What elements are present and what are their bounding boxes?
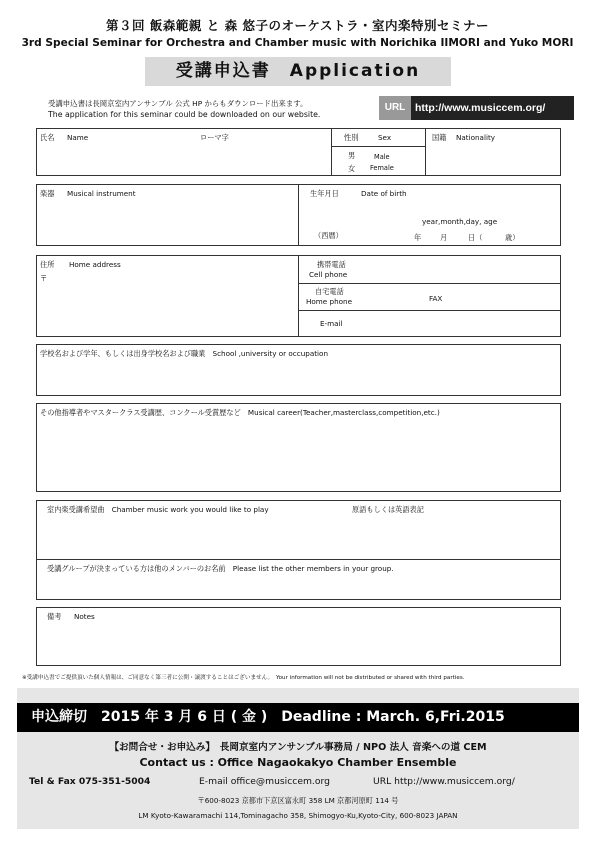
chamber-work-field[interactable]	[37, 518, 560, 558]
original-title-label: 原語もしくは英語表記	[352, 505, 424, 514]
title-english: 3rd Special Seminar for Orchestra and Chamber music with Norichika IIMORI and Yuko MORI	[21, 37, 574, 49]
male-jp: 男	[348, 151, 356, 160]
url-label: URL	[379, 96, 411, 120]
group-members-label: 受講グループが決まっている方は他のメンバーのお名前 Please list the other members in your group.	[47, 564, 394, 573]
romaji-label: ローマ字	[200, 133, 229, 142]
name-label-en: Name	[67, 133, 89, 142]
address-label-jp: 住所	[40, 260, 55, 269]
cell-label-jp: 携帯電話	[317, 260, 346, 269]
email-label: E-mail	[320, 319, 343, 328]
tel-fax: Tel & Fax 075-351-5004	[29, 776, 151, 787]
school-label: 学校名および学年、もしくは出身学校名および職業 School ,university or occupation	[40, 349, 328, 358]
chamber-work-label: 室内楽受講希望曲 Chamber music work you would like to play	[47, 505, 269, 514]
address-label-en: Home address	[69, 260, 121, 269]
notes-label-en: Notes	[74, 612, 95, 621]
birth-age: 歳）	[505, 233, 520, 242]
address-jp: 〒600-8023 京都市下京区富永町 358 LM 京都河原町 114 号	[197, 796, 399, 805]
male-option[interactable]: Male	[374, 153, 390, 161]
contact-jp: 【お問合せ・お申込み】 長岡京室内アンサンブル事務局 / NPO 法人 音楽への道 CEM	[109, 742, 487, 753]
cell-phone-field[interactable]	[300, 256, 560, 282]
sex-label-en: Sex	[378, 133, 392, 142]
home-phone-label-jp: 自宅電話	[315, 287, 344, 296]
instrument-label-jp: 楽器	[40, 189, 55, 198]
privacy-note: ※受講申込書でご提供頂いた個人情報は、ご同意なく第三者に公開・譲渡することはございません。 Your information will not be distributed or shared with third parties.	[22, 675, 465, 681]
contact-en: Contact us : Office Nagaokakyo Chamber Ensemble	[139, 756, 457, 769]
birth-day: 日（	[468, 233, 483, 242]
female-jp: 女	[348, 164, 356, 173]
name-label-jp: 氏名	[40, 133, 55, 142]
home-phone-field[interactable]	[300, 284, 560, 309]
career-label: その他指導者やマスタークラス受講歴、コンクール受賞歴など Musical career(Teacher,masterclass,competition,etc.)	[40, 408, 440, 417]
birth-label-en: Date of birth	[361, 189, 407, 198]
title-japanese: 第３回 飯森範親 と 森 悠子のオーケストラ・室内楽特別セミナー	[106, 18, 489, 33]
address-en: LM Kyoto-Kawaramachi 114,Tominagacho 358, Shimogyo-Ku,Kyoto-City, 600-8023 JAPAN	[138, 811, 458, 820]
footer-panel	[17, 688, 579, 829]
birth-year: 年	[414, 233, 422, 242]
group-members-field[interactable]	[37, 577, 560, 599]
home-phone-label-en: Home phone	[306, 297, 353, 306]
notes-field[interactable]	[37, 625, 560, 665]
contact-url[interactable]: URL http://www.musiccem.org/	[373, 776, 515, 787]
name-field[interactable]	[37, 128, 330, 175]
cell-label-en: Cell phone	[309, 270, 348, 279]
birth-month: 月	[440, 233, 448, 242]
download-notice-jp: 受講申込書は長岡京室内アンサンブル 公式 HP からもダウンロード出来ます。	[48, 99, 308, 108]
fax-label: FAX	[429, 294, 443, 303]
url-banner[interactable]	[379, 96, 574, 120]
birth-field[interactable]	[300, 200, 560, 245]
contact-row	[17, 776, 579, 790]
birth-label-jp: 生年月日	[310, 189, 339, 198]
instrument-label-en: Musical instrument	[67, 189, 136, 198]
address-field[interactable]	[37, 255, 297, 336]
postal-mark: 〒	[40, 274, 48, 283]
nationality-field[interactable]	[426, 128, 560, 175]
application-banner: 受講申込書 Application	[145, 57, 451, 86]
birth-format: year,month,day, age	[422, 217, 498, 226]
notes-label-jp: 備考	[47, 612, 62, 621]
nationality-label-jp: 国籍	[432, 133, 447, 142]
sex-label-jp: 性別	[344, 133, 359, 142]
career-field[interactable]	[37, 421, 560, 491]
email-field[interactable]	[300, 311, 560, 336]
school-field[interactable]	[37, 362, 560, 395]
deadline-banner: 申込締切 2015 年 3 月 6 日 ( 金 ) Deadline : March. 6,Fri.2015	[17, 703, 579, 732]
female-option[interactable]: Female	[370, 164, 394, 172]
download-notice-en: The application for this seminar could be downloaded on our website.	[48, 110, 321, 119]
birth-era: （西暦）	[314, 231, 343, 240]
website-link[interactable]: http://www.musiccem.org/	[415, 102, 546, 114]
instrument-field[interactable]	[37, 184, 297, 245]
nationality-label-en: Nationality	[456, 133, 496, 142]
contact-email[interactable]: E-mail office@musiccem.org	[199, 776, 330, 787]
